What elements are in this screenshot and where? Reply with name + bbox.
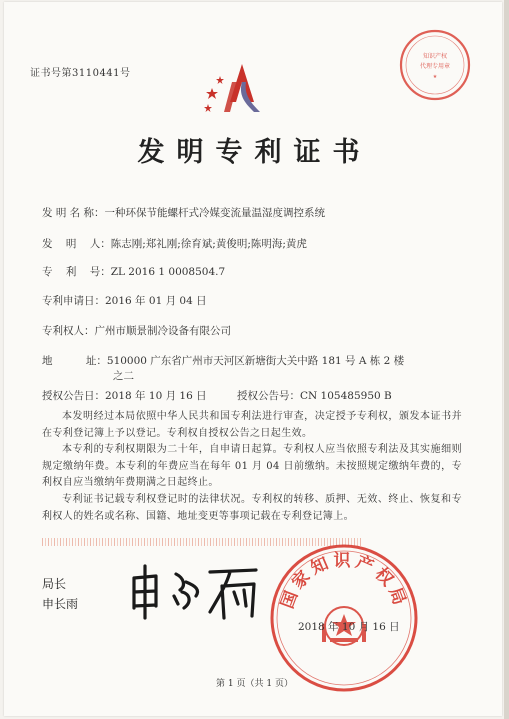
- inventor-label: 发 明 人：: [42, 238, 111, 250]
- director-name: 申长雨: [42, 597, 79, 611]
- svg-text:代理专用章: 代理专用章: [419, 63, 451, 70]
- announcement-number-value: CN 105485950 B: [300, 390, 392, 402]
- filing-date-label: 专利申请日：: [42, 295, 105, 307]
- patentee-field: [42, 323, 231, 338]
- director-title: 局长: [42, 577, 67, 591]
- address-continuation: 之二: [113, 370, 134, 382]
- statement-paragraph-1: 本发明经过本局依照中华人民共和国专利法进行审查，决定授予专利权，颁发本证书并在专利登记簿上予以登记。专利权自授权公告之日起生效。: [42, 411, 462, 439]
- grant-date-field: [42, 388, 207, 403]
- patent-number-label: 专 利 号：: [42, 266, 111, 278]
- svg-text:国家知识产权局: 国家知识产权局: [277, 551, 411, 612]
- invention-name-value: 一种环保节能螺杆式冷媒变流量温湿度调控系统: [104, 207, 326, 219]
- svg-text:★: ★: [432, 74, 438, 80]
- red-stamp-icon: [398, 28, 472, 102]
- svg-text:知识产权: 知识产权: [422, 53, 448, 60]
- filing-date-value: 2016 年 01 月 04 日: [105, 295, 207, 307]
- statement-paragraph-3: 专利证书记载专利权登记时的法律状况。专利权的转移、质押、无效、终止、恢复和专利权人的姓名或名称、国籍、地址变更等事项记载在专利登记簿上。: [42, 494, 462, 522]
- announcement-number-label: 授权公告号：: [237, 390, 300, 402]
- patent-number-field: [42, 264, 225, 279]
- page-footer: 第 1 页（共 1 页）: [216, 679, 293, 689]
- address-field: [42, 353, 404, 368]
- statement-paragraph-2: 本专利的专利权期限为二十年，自申请日起算。专利权人应当依照专利法及其实施细则规定缴纳年费。本专利的年费应当在每年 01 月 04 日前缴纳。未按照规定缴纳年费的，专利权自应当缴纳年费期满之日起终止。: [42, 444, 462, 488]
- grant-date-value: 2018 年 10 月 16 日: [105, 390, 207, 402]
- seal-date: 2018 年 10 月 16 日: [298, 621, 400, 633]
- announcement-number-field: [237, 388, 392, 403]
- address-label: 地 址：: [42, 355, 107, 367]
- inventor-value: 陈志刚;郑礼刚;徐育斌;黄俊明;陈明海;黄虎: [110, 238, 307, 250]
- patentee-value: 广州市顺景制冷设备有限公司: [94, 325, 231, 337]
- filing-date-field: [42, 293, 207, 308]
- inventor-field: [42, 236, 307, 251]
- patent-number-value: ZL 2016 1 0008504.7: [110, 266, 226, 278]
- invention-name-field: [42, 205, 325, 220]
- certificate-title: 发明专利证书: [137, 137, 372, 168]
- patent-office-emblem-icon: [202, 62, 282, 118]
- invention-name-label: 发 明 名 称：: [42, 207, 105, 219]
- address-value: 510000 广东省广州市天河区新塘街大关中路 181 号 A 栋 2 楼: [106, 355, 405, 367]
- patentee-label: 专利权人：: [42, 325, 95, 337]
- page-edge: [504, 0, 509, 719]
- handwritten-signature-icon: [126, 556, 266, 626]
- grant-date-label: 授权公告日：: [42, 390, 105, 402]
- state-ip-office-seal-icon: [266, 540, 422, 696]
- certificate-number: 证书号第3110441号: [30, 68, 131, 79]
- signature-block: [42, 574, 78, 614]
